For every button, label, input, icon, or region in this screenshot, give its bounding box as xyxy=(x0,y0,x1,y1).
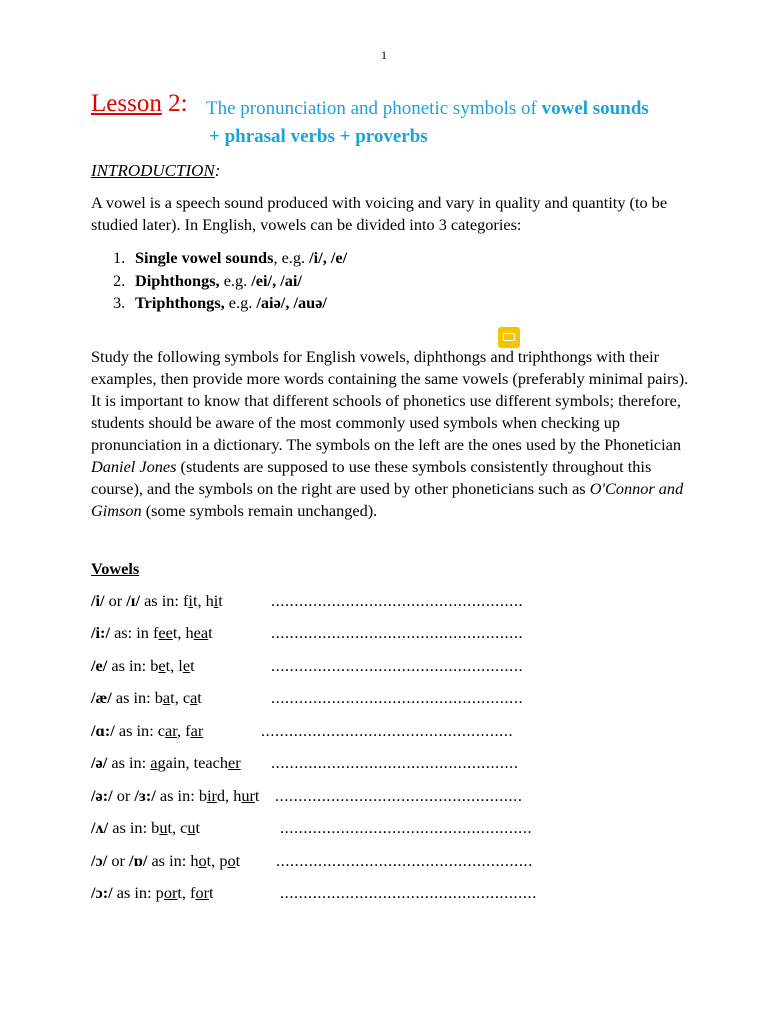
comment-icon[interactable] xyxy=(498,327,520,348)
vowels-heading: Vowels xyxy=(91,559,140,578)
example-vowel-underlined: a xyxy=(162,688,171,707)
category-list xyxy=(113,247,347,315)
answer-blank-line[interactable]: ..................................................... xyxy=(275,786,523,805)
example-word-part: f xyxy=(152,623,159,642)
vowel-row xyxy=(91,786,523,806)
example-word-part: t xyxy=(192,591,198,610)
phoneticians-names: O'Connor and Gimson xyxy=(91,479,684,520)
list-item xyxy=(113,292,347,315)
example-vowel-underlined: a xyxy=(190,688,198,707)
example-word-part: t xyxy=(254,786,260,805)
example-word-part: d xyxy=(216,786,226,805)
example-vowel-underlined: a xyxy=(150,753,158,772)
answer-blank-line[interactable]: ....................................................... xyxy=(276,851,533,870)
vowel-symbol: /ɔ/ xyxy=(91,851,108,870)
vowel-symbol: /i/ xyxy=(91,591,105,610)
example-vowel-underlined: u xyxy=(187,818,196,837)
category-name: Triphthongs, xyxy=(135,293,225,312)
example-vowel-underlined: ee xyxy=(158,623,173,642)
as-in-label: as in: xyxy=(155,786,199,805)
example-vowel-underlined: ea xyxy=(193,623,209,642)
intro-paragraph: A vowel is a speech sound produced with voicing and vary in quality and quantity (to be studied later). In English, vowels can be divided into 3 categories: xyxy=(91,193,668,234)
symbol-or: or xyxy=(107,851,129,870)
answer-blank-line[interactable]: ...................................................... xyxy=(271,688,524,707)
answer-blank-line[interactable]: ...................................................... xyxy=(261,721,514,740)
example-separator: , xyxy=(211,851,220,870)
as-in-label: as in: xyxy=(114,721,158,740)
example-word-part: p xyxy=(155,883,164,902)
example-vowel-underlined: o xyxy=(227,851,236,870)
symbol-or: or xyxy=(112,786,135,805)
example-word-part: t xyxy=(177,883,182,902)
example-word-part: c xyxy=(182,688,191,707)
list-number: 3. xyxy=(113,293,126,312)
category-examples: /ei/, /ai/ xyxy=(251,270,302,290)
example-word-part: f xyxy=(190,883,196,902)
example-word-part: t xyxy=(197,688,202,707)
category-eg: , e.g. xyxy=(273,248,310,267)
example-word-part: h xyxy=(190,851,199,870)
example-word-part: b xyxy=(198,786,207,805)
category-examples: /i/, /e/ xyxy=(309,248,348,267)
vowel-symbol: /ə/ xyxy=(91,753,108,772)
example-separator: , xyxy=(174,688,183,707)
vowel-row xyxy=(91,818,533,838)
example-vowel-underlined: ar xyxy=(165,721,178,740)
answer-blank-line[interactable]: ...................................................... xyxy=(271,591,524,610)
example-word-part: t xyxy=(209,883,214,902)
category-name: Diphthongs, xyxy=(135,270,220,290)
vowel-row xyxy=(91,656,524,676)
example-word-part: c xyxy=(157,721,166,740)
intro-heading-colon: : xyxy=(214,161,221,180)
vowel-symbol-alt: /ɒ/ xyxy=(128,851,148,870)
vowel-symbol: /ɔ:/ xyxy=(91,883,113,902)
vowel-row xyxy=(91,591,524,611)
answer-blank-line[interactable]: ...................................................... xyxy=(280,818,533,837)
vowel-row xyxy=(91,721,514,741)
example-word-part: l xyxy=(178,656,183,675)
example-word-part: t xyxy=(190,656,195,675)
example-word-part: t xyxy=(172,623,178,642)
category-examples: /aiə/, /auə/ xyxy=(256,293,327,312)
lesson-colon: : xyxy=(180,90,188,117)
example-separator: , xyxy=(185,753,194,772)
vowel-row xyxy=(91,883,537,903)
example-vowel-underlined: ur xyxy=(241,786,255,805)
lesson-word: Lesson xyxy=(91,90,162,117)
example-word-part: t xyxy=(170,688,175,707)
list-number: 2. xyxy=(113,270,126,290)
example-word-part: t xyxy=(167,818,172,837)
study-text-3: (students are supposed to use these symbols consistently throughout this course), and the symbols on the right are used by other phoneticians such as xyxy=(91,457,652,498)
answer-blank-line[interactable]: ..................................................... xyxy=(271,753,519,772)
lesson-number: 2 xyxy=(168,90,181,117)
vowel-symbol: /æ/ xyxy=(91,688,112,707)
example-word-part: t xyxy=(195,818,201,837)
vowel-symbol: /e/ xyxy=(91,656,108,675)
as-in-label: as in: xyxy=(107,753,151,772)
example-separator: , xyxy=(181,883,191,902)
example-separator: , xyxy=(170,656,179,675)
vowel-symbol: /ʌ/ xyxy=(91,818,109,837)
example-separator: , xyxy=(225,786,234,805)
category-eg: e.g. xyxy=(224,293,257,312)
study-text-1: Study the following symbols for English vowels, diphthongs and triphthongs with their examples, then provide more words containing the same vowels (preferably minimal pairs). xyxy=(91,347,689,388)
category-eg: e.g. xyxy=(219,270,252,290)
vowel-symbol: /ə:/ xyxy=(91,786,113,805)
title-bold: vowel sounds xyxy=(541,98,649,119)
answer-blank-line[interactable]: ...................................................... xyxy=(271,623,524,642)
example-vowel-underlined: er xyxy=(228,753,241,772)
vowel-symbol-alt: /ɜ:/ xyxy=(134,786,156,805)
category-name: Single vowel sounds xyxy=(135,248,274,267)
example-word-part: p xyxy=(219,851,228,870)
example-vowel-underlined: i xyxy=(188,591,193,610)
example-vowel-underlined: e xyxy=(158,656,166,675)
example-vowel-underlined: u xyxy=(159,818,168,837)
study-paragraph xyxy=(91,346,691,522)
example-vowel-underlined: or xyxy=(195,883,210,902)
example-vowel-underlined: or xyxy=(163,883,178,902)
example-separator: , xyxy=(177,721,186,740)
vowel-row xyxy=(91,851,533,871)
vowel-symbol: /i:/ xyxy=(91,623,110,642)
list-item xyxy=(113,270,347,293)
as-in-label: as in: xyxy=(107,656,151,675)
vowel-symbol-alt: /ɪ/ xyxy=(126,591,141,610)
lesson-label xyxy=(91,90,188,118)
answer-blank-line[interactable]: ...................................................... xyxy=(271,656,524,675)
as-in-label: as in: xyxy=(112,883,156,902)
example-word-part: h xyxy=(185,623,194,642)
title-plain: The pronunciation and phonetic symbols of xyxy=(206,98,542,119)
phonetician-name: Daniel Jones xyxy=(91,457,177,476)
as-in-label: as in: xyxy=(111,688,155,707)
example-word-part: gain xyxy=(157,753,186,772)
example-word-part: h xyxy=(233,786,242,805)
list-number: 1. xyxy=(113,248,126,267)
title-line-1 xyxy=(206,98,649,120)
example-word-part: b xyxy=(154,688,163,707)
vowel-row xyxy=(91,688,524,708)
example-vowel-underlined: o xyxy=(198,851,207,870)
title-line-2: + phrasal verbs + proverbs xyxy=(209,126,428,147)
study-text-4: (some symbols remain unchanged). xyxy=(141,501,378,520)
answer-blank-line[interactable]: ....................................................... xyxy=(280,883,537,902)
example-separator: , xyxy=(171,818,181,837)
example-word-part: t xyxy=(218,591,223,610)
intro-heading-text: INTRODUCTION xyxy=(91,161,215,180)
example-word-part: t xyxy=(206,851,212,870)
vowel-row xyxy=(91,623,524,643)
example-vowel-underlined: ar xyxy=(190,721,204,740)
example-word-part: t xyxy=(208,623,213,642)
as-in-label: as in: xyxy=(108,818,152,837)
example-word-part: f xyxy=(185,721,191,740)
list-item xyxy=(113,247,347,270)
example-word-part: b xyxy=(151,818,160,837)
example-word-part: f xyxy=(182,591,189,610)
example-word-part: t xyxy=(165,656,171,675)
as-in-label: as: in xyxy=(110,623,153,642)
example-vowel-underlined: e xyxy=(182,656,191,675)
example-word-part: teach xyxy=(193,753,228,772)
study-text-2: It is important to know that different schools of phonetics use different symbols; therefore, students should be aware of the most commonly used symbols when checking up pronunciation in a dictionary. The symbols on the left are the ones used by the Phonetician xyxy=(91,391,682,454)
example-word-part: b xyxy=(150,656,159,675)
as-in-label: as in: xyxy=(147,851,191,870)
example-vowel-underlined: ir xyxy=(206,786,217,805)
example-separator: , xyxy=(197,591,206,610)
example-word-part: c xyxy=(180,818,188,837)
symbol-or: or xyxy=(104,591,127,610)
example-word-part: h xyxy=(205,591,214,610)
page-number: 1 xyxy=(381,48,387,62)
vowel-row xyxy=(91,753,519,773)
as-in-label: as in: xyxy=(140,591,183,610)
example-vowel-underlined: i xyxy=(213,591,219,610)
intro-heading xyxy=(91,161,220,181)
vowel-symbol: /ɑ:/ xyxy=(91,721,115,740)
example-word-part: t xyxy=(235,851,241,870)
example-separator: , xyxy=(177,623,186,642)
